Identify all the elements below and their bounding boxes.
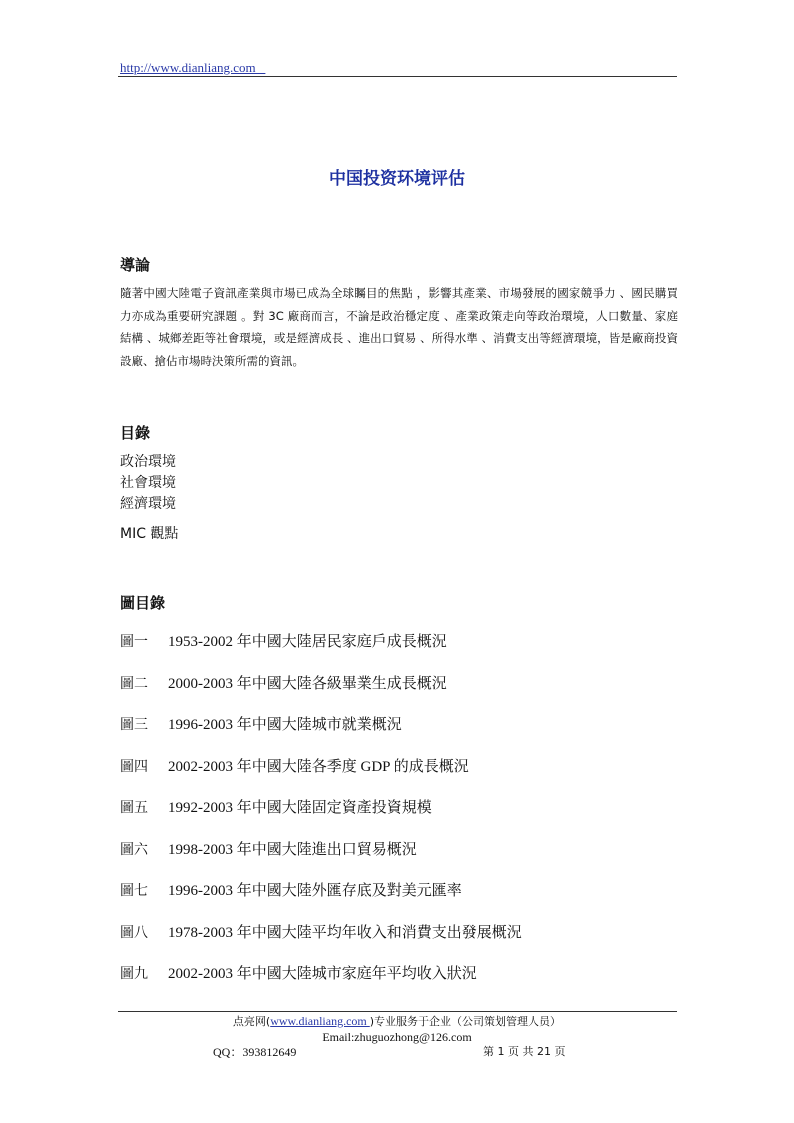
figure-list: [120, 630, 522, 1004]
footer-email: Email:zhuguozhong@126.com: [322, 1030, 472, 1044]
footer-qq: QQ：393812649: [213, 1045, 297, 1059]
figure-caption: 2002-2003 年中國大陸各季度 GDP 的成長概況: [168, 758, 469, 775]
figure-number: 圖七: [120, 883, 148, 899]
figure-number: 圖八: [120, 924, 148, 941]
figure-item[interactable]: [120, 672, 522, 714]
figure-number: 圖九: [120, 966, 148, 982]
figure-caption: 1978-2003 年中國大陸平均年收入和消費支出發展概況: [168, 924, 522, 941]
toc-list: [120, 452, 178, 545]
figure-number: 圖一: [120, 634, 148, 650]
intro-heading: 導論: [120, 256, 151, 274]
figure-caption: 1996-2003 年中國大陸外匯存底及對美元匯率: [168, 883, 462, 899]
toc-item-mic-view[interactable]: MIC 觀點: [120, 526, 179, 542]
footer-divider: [118, 1011, 677, 1012]
figure-item[interactable]: [120, 838, 522, 880]
figure-list-heading: 圖目錄: [120, 594, 166, 612]
figure-item[interactable]: [120, 962, 522, 1004]
figure-caption: 2000-2003 年中國大陸各級畢業生成長概況: [168, 675, 447, 692]
figure-caption: 2002-2003 年中國大陸城市家庭年平均收入狀況: [168, 966, 477, 982]
figure-caption: 1992-2003 年中國大陸固定資產投資規模: [168, 800, 432, 816]
figure-item[interactable]: [120, 755, 522, 797]
footer-site-link[interactable]: www.dianliang.com: [270, 1014, 370, 1028]
footer-suffix: )专业服务于企业（公司策划管理人员）: [369, 1015, 562, 1028]
figure-caption: 1953-2002 年中國大陸居民家庭戶成長概況: [168, 634, 447, 650]
figure-caption: 1996-2003 年中國大陸城市就業概況: [168, 717, 402, 733]
figure-item[interactable]: [120, 796, 522, 838]
figure-caption: 1998-2003 年中國大陸進出口貿易概況: [168, 841, 417, 858]
toc-item-economic[interactable]: 經濟環境: [120, 496, 176, 512]
footer-page-number: 第 1 页 共 21 页: [483, 1045, 566, 1058]
figure-item[interactable]: [120, 713, 522, 755]
toc-item-political[interactable]: 政治環境: [120, 454, 176, 470]
figure-number: 圖二: [120, 675, 148, 692]
footer-prefix: 点亮网(: [232, 1015, 271, 1028]
footer-service-line: [0, 1013, 794, 1029]
figure-item[interactable]: [120, 630, 522, 672]
header-url-link[interactable]: http://www.dianliang.com: [120, 60, 266, 75]
figure-number: 圖三: [120, 717, 148, 733]
toc-item-social[interactable]: 社會環境: [120, 475, 176, 491]
document-title: 中国投资环境评估: [329, 169, 465, 189]
figure-item[interactable]: [120, 921, 522, 963]
figure-item[interactable]: [120, 879, 522, 921]
toc-heading: 目錄: [120, 424, 151, 442]
figure-number: 圖六: [120, 841, 148, 858]
figure-number: 圖四: [120, 758, 148, 775]
figure-number: 圖五: [120, 800, 148, 816]
intro-paragraph: 隨著中國大陸電子資訊產業與市場已成為全球矚目的焦點 ，影響其產業、市場發展的國家競爭力 、國民購買力亦成為重要研究課題 。對 3C 廠商而言，不論是政治穩定度 、產業政策走向等政治環境，人口數量、家庭結構 、城鄉差距等社會環境，或是經濟成長 、進出口貿易 、所得水準 、消費支出等經濟環境，皆是廠商投資設廠、搶佔市場時決策所需的資訊。: [120, 286, 678, 368]
header-divider: [118, 76, 677, 77]
